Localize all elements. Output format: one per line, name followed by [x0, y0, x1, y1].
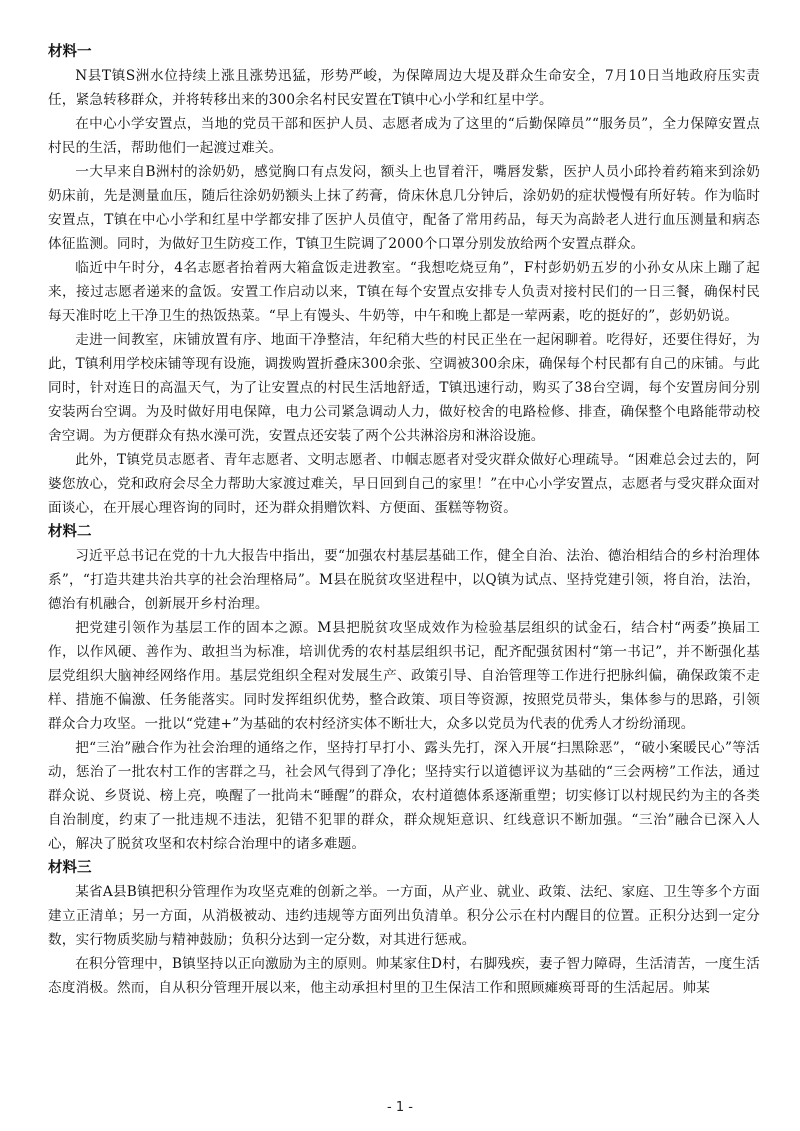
paragraph: 在中心小学安置点，当地的党员干部和医护人员、志愿者成为了这里的“后勤保障员”“服务员”，全力保障安置点村民的生活，帮助他们一起渡过难关。 — [48, 116, 760, 156]
section-heading: 材料二 — [48, 524, 92, 540]
material-two — [48, 520, 760, 856]
paragraph: 临近中午时分，4名志愿者抬着两大箱盒饭走进教室。“我想吃烧豆角”，F村彭奶奶五岁的小孙女从床上蹦了起来，接过志愿者递来的盒饭。安置工作启动以来，T镇在每个安置点安排专人负责对接村民们的一日三餐，确保村民每天准时吃上干净卫生的热饭热菜。“早上有馒头、牛奶等，中午和晚上都是一荤两素，吃的挺好的”，彭奶奶说。 — [48, 260, 760, 324]
paragraph: 此外，T镇党员志愿者、青年志愿者、文明志愿者、巾帼志愿者对受灾群众做好心理疏导。“困难总会过去的，阿婆您放心，党和政府会尽全力帮助大家渡过难关，早日回到自己的家里！”在中心小学安置点，志愿者与受灾群众面对面谈心，在开展心理咨询的同时，还为群众捐赠饮料、方便面、蛋糕等物资。 — [48, 452, 760, 516]
paragraph: 把“三治”融合作为社会治理的通络之作，坚持打早打小、露头先打，深入开展“扫黑除恶”，“破小案暖民心”等活动，惩治了一批农村工作的害群之马，社会风气得到了净化；坚持实行以道德评议为基础的“三会两榜”工作法，通过群众说、乡贤说、榜上亮，唤醒了一批尚未“睡醒”的群众，农村道德体系逐渐重塑；切实修订以村规民约为主的各类自治制度，约束了一批违规不违法，犯错不犯罪的群众，群众规矩意识、红线意识不断加强。“三治”融合已深入人心，解决了脱贫攻坚和农村综合治理中的诸多难题。 — [48, 740, 760, 852]
page-number: - 1 - — [387, 1100, 413, 1115]
paragraph: N县T镇S洲水位持续上涨且涨势迅猛，形势严峻，为保障周边大堤及群众生命安全，7月10日当地政府压实责任，紧急转移群众，并将转移出来的300余名村民安置在T镇中心小学和红星中学。 — [48, 68, 760, 108]
section-heading: 材料三 — [48, 860, 92, 876]
material-three — [48, 856, 760, 1000]
paragraph: 一大早来自B洲村的涂奶奶，感觉胸口有点发闷，额头上也冒着汗，嘴唇发紫，医护人员小邱拎着药箱来到涂奶奶床前，先是测量血压，随后往涂奶奶额头上抹了药膏，倚床休息几分钟后，涂奶奶的症状慢慢有所好转。作为临时安置点，T镇在中心小学和红星中学都安排了医护人员值守，配备了常用药品，每天为高龄老人进行血压测量和病态体征监测。同时，为做好卫生防疫工作，T镇卫生院调了2000个口罩分别发放给两个安置点群众。 — [48, 164, 760, 252]
material-one — [48, 40, 760, 520]
paragraph: 走进一间教室，床铺放置有序、地面干净整洁，年纪稍大些的村民正坐在一起闲聊着。吃得好，还要住得好，为此，T镇利用学校床铺等现有设施，调拨购置折叠床300余张、空调被300余床，确保每个村民都有自己的床铺。与此同时，针对连日的高温天气，为了让安置点的村民生活地舒适，T镇迅速行动，购买了38台空调，每个安置房间分别安装两台空调。为及时做好用电保障，电力公司紧急调动人力，做好校舍的电路检修、排查，确保整个电路能带动校舍空调。为方便群众有热水澡可洗，安置点还安装了两个公共淋浴房和淋浴设施。 — [48, 332, 760, 444]
paragraph: 在积分管理中，B镇坚持以正向激励为主的原则。帅某家住D村，右脚残疾，妻子智力障碍，生活清苦，一度生活态度消极。然而，自从积分管理开展以来，他主动承担村里的卫生保洁工作和照顾瘫痪哥哥的生活起居。帅某 — [48, 956, 760, 996]
document-page — [48, 40, 760, 1000]
section-heading: 材料一 — [48, 44, 92, 60]
paragraph: 习近平总书记在党的十九大报告中指出，要“加强农村基层基础工作，健全自治、法治、德治相结合的乡村治理体系”，“打造共建共治共享的社会治理格局”。M县在脱贫攻坚进程中，以Q镇为试点、坚持党建引领，将自治，法治，德治有机融合，创新展开乡村治理。 — [48, 548, 760, 612]
paragraph: 把党建引领作为基层工作的固本之源。M县把脱贫攻坚成效作为检验基层组织的试金石，结合村“两委”换届工作，以作风硬、善作为、敢担当为标准，培训优秀的农村基层组织书记，配齐配强贫困村“第一书记”，并不断强化基层党组织大脑神经网络作用。基层党组织全程对发展生产、政策引导、自治管理等工作进行把脉纠偏，确保政策不走样、措施不偏激、任务能落实。同时发挥组织优势，整合政策、项目等资源，按照党员带头，集体参与的思路，引领群众合力攻坚。一批以“党建+”为基础的农村经济实体不断壮大，众多以党员为代表的优秀人才纷纷涌现。 — [48, 620, 760, 732]
paragraph: 某省A县B镇把积分管理作为攻坚克难的创新之举。一方面，从产业、就业、政策、法纪、家庭、卫生等多个方面建立正清单；另一方面，从消极被动、违约违规等方面列出负清单。积分公示在村内醒目的位置。正积分达到一定分数，实行物质奖励与精神鼓励；负积分达到一定分数，对其进行惩戒。 — [48, 884, 760, 948]
